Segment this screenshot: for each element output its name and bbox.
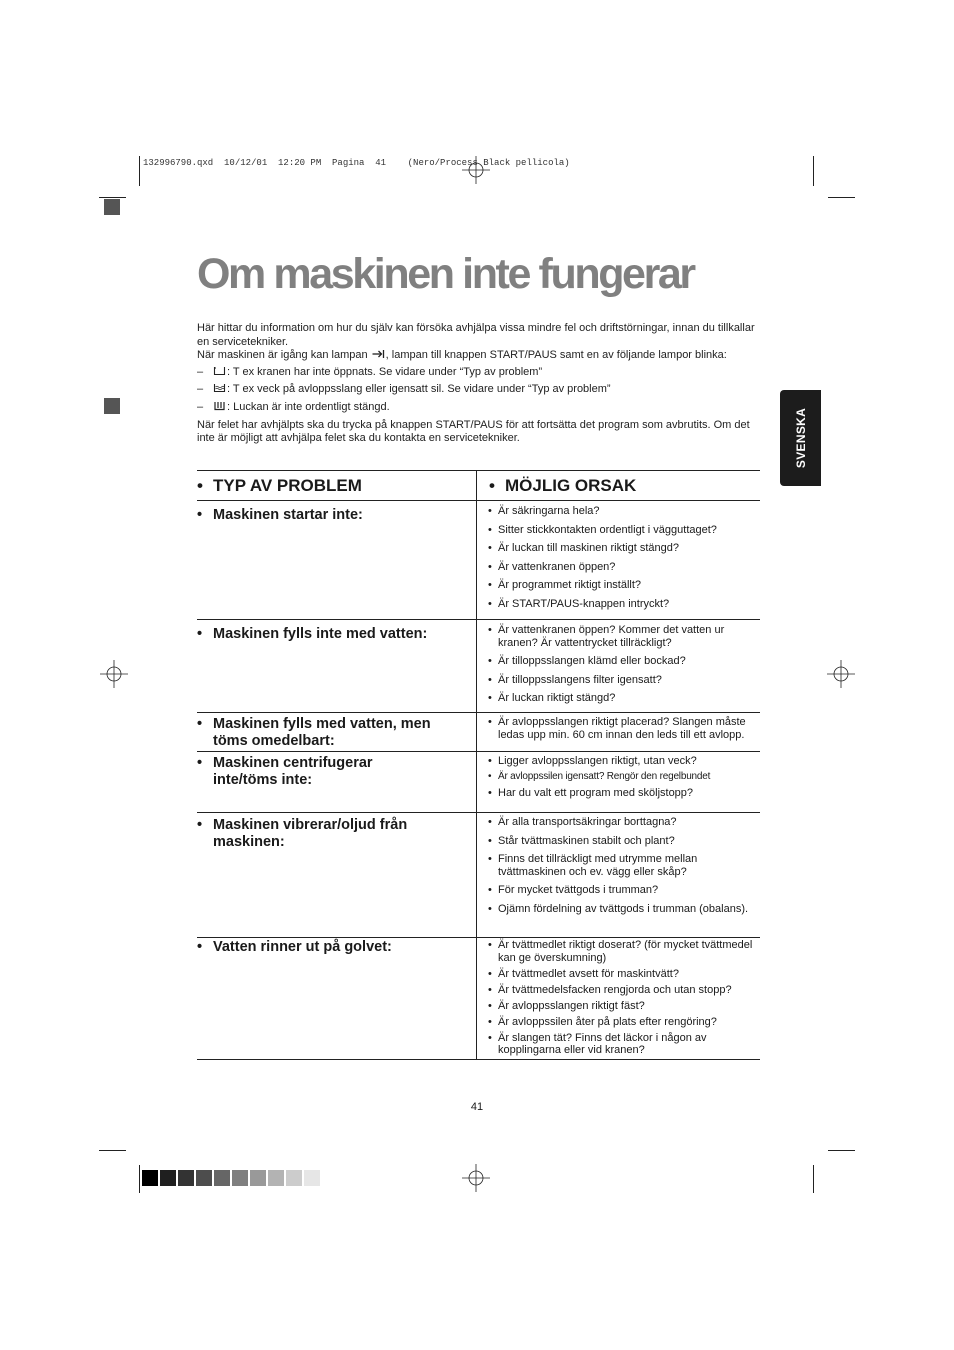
list-item: • Står tvättmaskinen stabilt och plant? xyxy=(488,834,675,847)
list-item: • Är luckan riktigt stängd? xyxy=(488,692,616,704)
crop-mark xyxy=(828,1150,855,1151)
intro-paragraph: När felet har avhjälpts ska du trycka på knappen START/PAUS för att fortsätta det program som avbrutits. Om det inte är möjligt att avhjälpa felet ska du kontakta en servicetekniker. xyxy=(197,418,750,445)
list-item: • Är tvättmedlet avsett för maskintvätt? xyxy=(488,967,679,980)
language-tab: SVENSKA xyxy=(780,390,821,486)
list-item: • Är programmet riktigt inställt? xyxy=(488,579,642,591)
list-item: • Har du valt ett program med sköljstopp? xyxy=(488,787,694,799)
registration-mark-icon xyxy=(827,660,855,688)
color-swatch xyxy=(304,1170,320,1186)
registration-mark-icon xyxy=(462,1164,490,1192)
color-swatch xyxy=(142,1170,158,1186)
table-row: • Vatten rinner ut på golvet: • Är tvättmedlet riktigt doserat? (för mycket tvättmedel kan ge överskumning) • Är tvättmedlet avsett för maskintvätt? • Är tvättmedelsfacken rengjorda och utan stopp? • Är avloppsslangen riktigt fäst? • Är avloppssilen åter på plats efter rengöring? • Är slangen tät? Finns det läckor i någon av kopplingarna eller vid kranen? xyxy=(197,938,760,1060)
print-slug: 132996790.qxd 10/12/01 12:20 PM Pagina 41 (Nero/Process Black pellicola) xyxy=(143,158,570,168)
crop-mark xyxy=(813,156,814,186)
water-tap-icon xyxy=(213,366,226,376)
color-swatch xyxy=(268,1170,284,1186)
list-item: • Ojämn fördelning av tvättgods i trumman (obalans). xyxy=(488,902,749,915)
intro-paragraph: När maskinen är igång kan lampan , lampan till knappen START/PAUS samt en av följande lampor blinka: xyxy=(197,349,727,362)
problem-label: Maskinen vibrerar/oljud från maskinen: xyxy=(213,817,408,850)
list-item: • Är vattenkranen öppen? Kommer det vatten ur kranen? Är vattentrycket tillräckligt? xyxy=(488,624,725,649)
cause-list xyxy=(488,813,760,927)
margin-square xyxy=(104,199,120,215)
cause-list xyxy=(488,713,760,753)
table-row: • Maskinen fylls inte med vatten: • Är vattenkranen öppen? Kommer det vatten ur kranen? Är vattentrycket tillräckligt? • Är tilloppsslangen klämd eller bockad? • Är tilloppsslangens filter igensatt? • Är luckan riktigt stängd? xyxy=(197,620,760,713)
header-problem-type: TYP AV PROBLEM xyxy=(213,475,362,495)
list-item: • Är slangen tät? Finns det läckor i någon av kopplingarna eller vid kranen? xyxy=(488,1031,707,1056)
troubleshooting-table xyxy=(197,470,760,1060)
color-swatch xyxy=(160,1170,176,1186)
problem-label: Vatten rinner ut på golvet: xyxy=(213,939,392,955)
drain-icon xyxy=(213,383,226,393)
problem-label: Maskinen startar inte: xyxy=(213,507,363,523)
list-item: • Är START/PAUS-knappen intryckt? xyxy=(488,597,670,610)
list-item: • Är tvättmedlet riktigt doserat? (för mycket tvättmedel kan ge överskumning) xyxy=(488,939,753,964)
list-item: • Är tvättmedelsfacken rengjorda och utan stopp? xyxy=(488,983,732,996)
list-item: • Är säkringarna hela? xyxy=(488,505,600,517)
problem-label: Maskinen fylls med vatten, men töms omedelbart: xyxy=(213,716,431,749)
color-swatch xyxy=(250,1170,266,1186)
color-swatch xyxy=(232,1170,248,1186)
end-arrow-icon xyxy=(371,349,385,359)
list-item: • Ligger avloppsslangen riktigt, utan veck? xyxy=(488,755,697,767)
crop-mark xyxy=(99,1150,126,1151)
problem-label: Maskinen fylls inte med vatten: xyxy=(213,626,428,642)
cause-list xyxy=(488,501,760,622)
list-item: • Är avloppssilen igensatt? Rengör den regelbundet xyxy=(488,771,711,782)
list-item: • Sitter stickkontakten ordentligt i vägguttaget? xyxy=(488,523,717,536)
page-title: Om maskinen inte fungerar xyxy=(197,250,694,298)
table-row: • Maskinen fylls med vatten, men töms omedelbart: • Är avloppsslangen riktigt placerad? Slangen måste ledas upp min. 60 cm innan den leds till ett avlopp. xyxy=(197,713,760,752)
list-item: • Är alla transportsäkringar borttagna? xyxy=(488,816,677,828)
table-row: • Maskinen startar inte: • Är säkringarna hela? • Sitter stickkontakten ordentligt i vägguttaget? • Är luckan till maskinen riktigt stängd? • Är vattenkranen öppen? • Är programmet riktigt inställt? • Är START/PAUS-knappen intryckt? xyxy=(197,501,760,620)
intro-text xyxy=(197,322,757,446)
header-possible-cause: MÖJLIG ORSAK xyxy=(505,475,637,495)
color-swatch xyxy=(214,1170,230,1186)
registration-mark-icon xyxy=(462,156,490,184)
list-item: • Är avloppssilen åter på plats efter rengöring? xyxy=(488,1015,717,1028)
list-item: • Är avloppsslangen riktigt placerad? Slangen måste ledas upp min. 60 cm innan den leds till ett avlopp. xyxy=(488,716,746,741)
intro-paragraph: Här hittar du information om hur du själv kan försöka avhjälpa vissa mindre fel och driftstörningar, innan du tillkallar en servicetekniker. xyxy=(197,322,755,348)
door-lock-icon xyxy=(213,401,226,411)
list-item: • Är luckan till maskinen riktigt stängd? xyxy=(488,542,679,554)
crop-mark xyxy=(139,1165,140,1193)
table-row: • Maskinen centrifugerar inte/töms inte: • Ligger avloppsslangen riktigt, utan veck? • Är avloppssilen igensatt? Rengör den regelbundet • Har du valt ett program med sköljstopp? xyxy=(197,752,760,813)
list-item: • Finns det tillräckligt med utrymme mellan tvättmaskinen och ev. vägg eller skåp? xyxy=(488,853,698,878)
list-item: • Är avloppsslangen riktigt fäst? xyxy=(488,999,645,1012)
crop-mark xyxy=(99,197,126,198)
crop-mark xyxy=(139,156,140,186)
registration-mark-icon xyxy=(100,660,128,688)
color-swatch xyxy=(196,1170,212,1186)
margin-square xyxy=(104,398,120,414)
indicator-item: – : Luckan är inte ordentligt stängd. xyxy=(197,400,390,413)
crop-mark xyxy=(813,1165,814,1193)
list-item: • För mycket tvättgods i trumman? xyxy=(488,884,659,896)
list-item: • Är tilloppsslangen klämd eller bockad? xyxy=(488,655,686,667)
table-header: • TYP AV PROBLEM • MÖJLIG ORSAK xyxy=(197,471,760,501)
crop-mark xyxy=(828,197,855,198)
cause-list xyxy=(488,938,760,1066)
cause-list xyxy=(488,620,760,717)
page-number: 41 xyxy=(470,1101,484,1113)
list-item: • Är vattenkranen öppen? xyxy=(488,560,616,573)
color-swatch xyxy=(178,1170,194,1186)
table-row: • Maskinen vibrerar/oljud från maskinen: • Är alla transportsäkringar borttagna? • Står tvättmaskinen stabilt och plant? • Finns det tillräckligt med utrymme mellan tvättmaskinen och ev. vägg eller skåp? • För mycket tvättgods i trumman? • Ojämn fördelning av tvättgods i trumman (obalans). xyxy=(197,813,760,938)
list-item: • Är tilloppsslangens filter igensatt? xyxy=(488,673,662,686)
indicator-item: – : T ex veck på avloppsslang eller igensatt sil. Se vidare under “Typ av problem” xyxy=(197,383,611,396)
cause-list xyxy=(488,752,760,809)
problem-label: Maskinen centrifugerar inte/töms inte: xyxy=(213,755,373,788)
indicator-item: – : T ex kranen har inte öppnats. Se vidare under “Typ av problem” xyxy=(197,365,543,378)
color-swatch xyxy=(286,1170,302,1186)
